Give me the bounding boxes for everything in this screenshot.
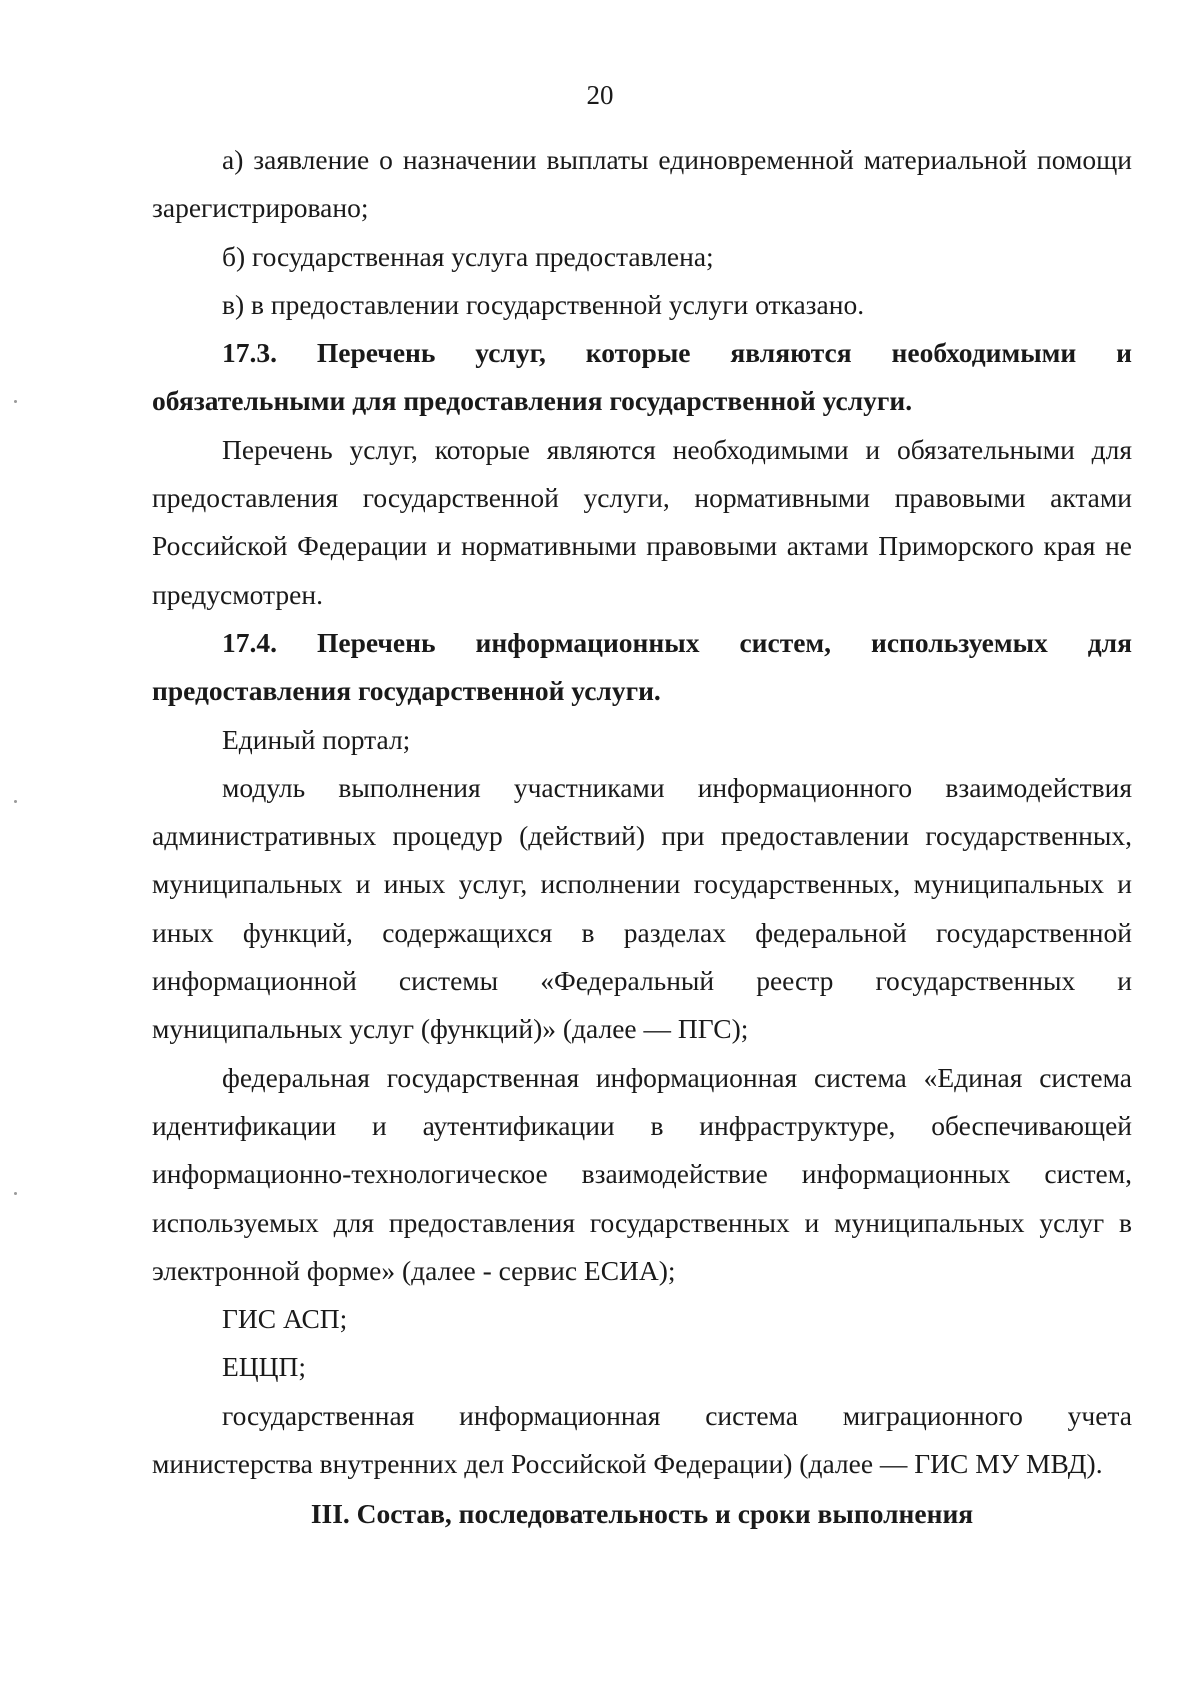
scan-mark	[14, 1192, 17, 1195]
list-item-ecpp: ЕЦЦП;	[222, 1351, 307, 1383]
page-number: 20	[586, 80, 614, 110]
chapter-heading-iii: III. Состав, последовательность и сроки выполнения	[310, 1498, 974, 1530]
paragraph-item-c: в) в предоставлении государственной услуги отказано.	[222, 288, 865, 320]
list-item-single-portal: Единый портал;	[222, 723, 411, 755]
scan-mark	[14, 800, 17, 803]
list-item-pgs-module: модуль выполнения участниками информационного взаимодействия административных процедур (действий) при предоставлении государственных, муниципальных и иных услуг, исполнении государственных, муниципальных и иных функций, содержащихся в разделах федеральной государственной информационной системы «Федеральный реестр государственных и муниципальных услуг (функций)» (далее — ПГС);	[152, 771, 1132, 1045]
paragraph-services-list: Перечень услуг, которые являются необходимыми и обязательными для предоставления государственной услуги, нормативными правовыми актами Российской Федерации и нормативными правовыми актами Приморского края не предусмотрен.	[152, 433, 1132, 610]
list-item-gis-asp: ГИС АСП;	[222, 1303, 348, 1335]
scan-mark	[14, 400, 17, 403]
section-heading-17-4: 17.4. Перечень информационных систем, используемых для предоставления государственной услуги.	[152, 626, 1132, 707]
paragraph-item-a: а) заявление о назначении выплаты единовременной материальной помощи зарегистрировано;	[152, 144, 1132, 224]
section-heading-17-3: 17.3. Перечень услуг, которые являются необходимыми и обязательными для предоставления государственной услуги.	[152, 337, 1132, 417]
list-item-esia: федеральная государственная информационная система «Единая система идентификации и аутентификации в инфраструктуре, обеспечивающей информационно-технологическое взаимодействие информационных систем, используемых для предоставления государственных и муниципальных услуг в электронной форме» (далее - сервис ЕСИА);	[152, 1061, 1132, 1286]
document-body	[152, 136, 1132, 1539]
list-item-gis-mu-mvd: государственная информационная система миграционного учета министерства внутренних дел Российской Федерации) (далее — ГИС МУ МВД).	[152, 1399, 1132, 1480]
paragraph-item-b: б) государственная услуга предоставлена;	[222, 240, 714, 272]
